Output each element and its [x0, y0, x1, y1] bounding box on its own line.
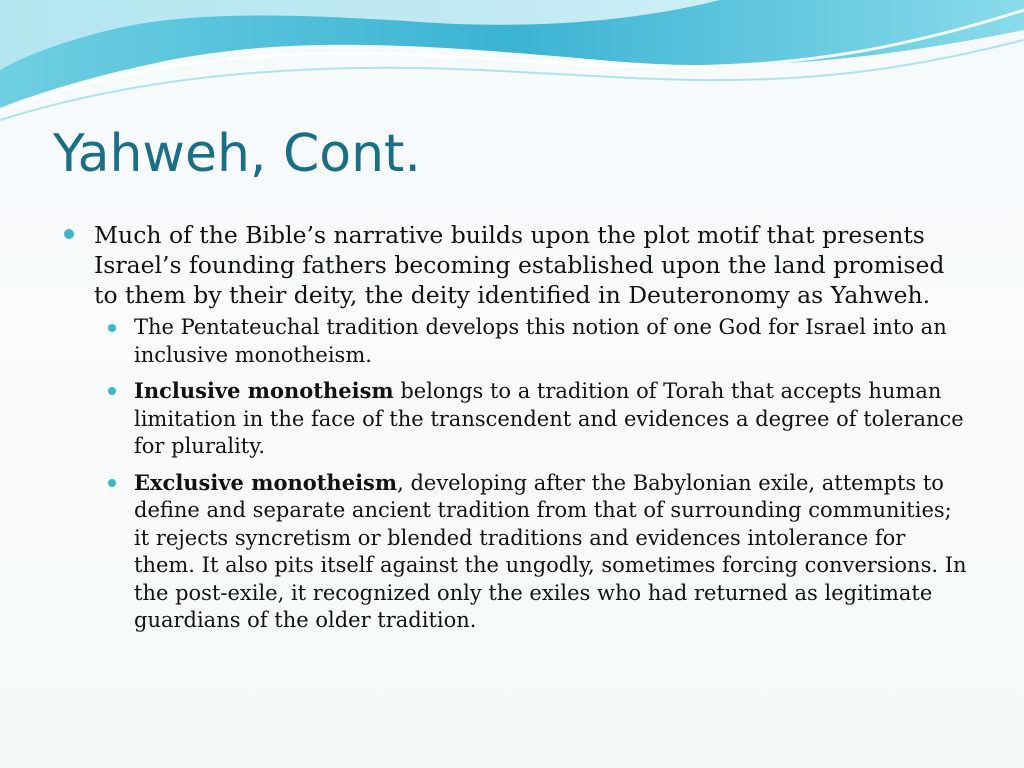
sub-bullet-point [134, 314, 970, 369]
slide-content [60, 220, 970, 643]
bullet-icon [108, 387, 116, 395]
sub-bullet-lead-term: Inclusive monotheism [134, 378, 394, 403]
bullet-icon [108, 479, 116, 487]
slide-title: Yahweh, Cont. [53, 124, 421, 184]
sub-bullet-point [134, 377, 970, 461]
sub-bullet-list [60, 314, 970, 635]
bullet-icon [64, 229, 74, 239]
sub-bullet-text: belongs to a tradition of Torah that accepts human limitation in the face of the transcendent and evidences a degree of tolerance for plurality. [134, 379, 964, 458]
main-bullet-text: Much of the Bible’s narrative builds upon the plot motif that presents Israel’s founding fathers becoming established upon the land promised to them by their deity, the deity identified in Deuteronomy as Yahweh. [94, 221, 945, 309]
sub-bullet-point [134, 469, 970, 635]
header-wave-decoration [0, 0, 1024, 130]
sub-bullet-text: The Pentateuchal tradition develops this notion of one God for Israel into an inclusive monotheism. [134, 315, 947, 367]
main-bullet-point [60, 220, 970, 310]
bullet-icon [108, 324, 116, 332]
sub-bullet-text: , developing after the Babylonian exile, attempts to define and separate ancient tradition from that of surrounding communities; it rejects syncretism or blended traditions and evidences intolerance for them. It also pits itself against the ungodly, sometimes forcing conversions. In the post-exile, it recognized only the exiles who had returned as legitimate guardians of the older tradition. [134, 470, 967, 632]
sub-bullet-lead-term: Exclusive monotheism [134, 469, 398, 495]
